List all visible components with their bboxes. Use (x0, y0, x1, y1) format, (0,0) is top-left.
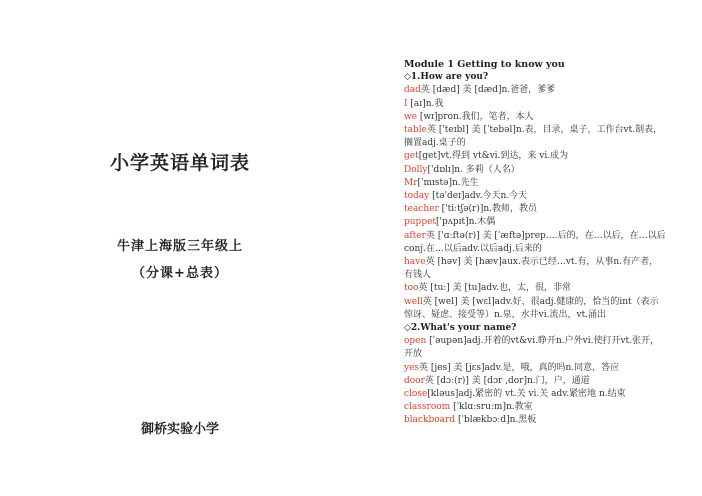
word-entry (404, 177, 666, 190)
entry-definition: 英 [tuː] 美 [tu]adv.也，太，很，非常 (418, 283, 571, 294)
entry-word: we (404, 111, 418, 122)
word-entry (404, 296, 666, 322)
entry-word: open (404, 336, 427, 347)
section-heading: ◇2.What's your name? (404, 323, 517, 334)
entry-definition: [ˈklɑːsruːm]n.教室 (450, 402, 533, 413)
entry-word: dad (404, 85, 421, 96)
school-name: 御桥实验小学 (140, 422, 219, 437)
word-entry (404, 362, 666, 375)
entry-definition: [get]vt.得到 vt&vi.到达，来 vi.成为 (418, 151, 569, 162)
cover-title: 小学英语单词表 (109, 152, 250, 174)
entry-word: blackboard (404, 415, 456, 426)
entry-word: close (404, 389, 428, 400)
entry-definition: 英 [həv] 美 [hæv]aux.表示已经…vt.有，从事n.有产者，有钱人 (404, 257, 659, 281)
entry-definition: ['pʌpɪt]n.木偶 (436, 217, 496, 228)
cover-subtitle-grade: 牛津上海版三年级上 (116, 239, 243, 254)
word-entry (404, 230, 666, 256)
entry-word: table (404, 125, 427, 136)
entry-definition: [kləus]adj.紧密的 vt.关 vi.关 adv.紧密地 n.结束 (427, 389, 626, 400)
word-entry (404, 375, 666, 388)
word-entry (404, 388, 666, 401)
entry-word: Dolly (404, 164, 428, 175)
entry-word: door (404, 375, 425, 386)
entry-definition: 英 [wel] 美 [wɛl]adv.好，很adj.健康的，恰当的int（表示惊讶、疑虑、接受等）n.泉，水井vi.流出，vt.涌出 (404, 296, 659, 320)
entry-word: I (404, 98, 408, 109)
entry-definition: 英 ['teɪbl] 美 [ˈtebəl]n.表，目录，桌子，工作台vt.制表，搁置adj.桌子的 (404, 125, 663, 149)
cover-page (0, 0, 350, 496)
section-heading: ◇1.How are you? (404, 72, 489, 83)
word-entry (404, 124, 666, 150)
entry-definition: [tə'deɪ]adv.今天n.今天 (429, 191, 528, 202)
word-entry (404, 401, 666, 414)
entry-definition: 英 [dɔː(r)] 美 [dɔr ,dor]n.门，户，通道 (424, 375, 590, 386)
vocabulary-page (404, 58, 666, 428)
word-entry (404, 190, 666, 203)
entry-definition: [ˈəupən]adj.开着的vt&vi.睁开n.户外vi.使打开vt.张开，开放 (404, 336, 660, 360)
entry-word: get (404, 151, 419, 162)
entry-word: today (404, 191, 430, 202)
entry-word: teacher (404, 204, 439, 215)
word-entry (404, 414, 666, 427)
entry-word: classroom (404, 402, 451, 413)
word-entry (404, 282, 666, 295)
entry-definition: [ˈmɪstə]n.先生 (417, 177, 479, 188)
entry-definition: 英 ['ɑːftə(r)] 美 [ˈæftə]prep….后的，在…以后，在…以后conj.在…以后adv.以后adj.后来的 (404, 230, 666, 254)
word-entry (404, 335, 666, 361)
word-entry (404, 150, 666, 163)
word-entry (404, 203, 666, 216)
entry-word: have (404, 257, 426, 268)
entry-definition: 英 [jes] 美 [jɛs]adv.是，哦，真的吗n.同意，答应 (419, 362, 620, 373)
word-entry (404, 256, 666, 282)
entry-definition: ['dɒlɪ]n. 多莉（人名） (427, 164, 520, 175)
entry-definition: [wɪ]pron.我们，笔者，本人 (417, 111, 534, 122)
entry-definition: [ˈblækbɔːd]n.黑板 (455, 415, 537, 426)
entry-word: after (404, 230, 426, 241)
entry-definition: [aɪ]n.我 (407, 98, 444, 109)
word-entry (404, 84, 666, 97)
entry-word: well (404, 296, 423, 307)
cover-subtitle-scope: （分课+总表） (132, 266, 228, 281)
word-entry (404, 98, 666, 111)
word-entry (404, 216, 666, 229)
entry-definition: 英 [dæd] 美 [dæd]n.爸爸，爹爹 (420, 85, 556, 96)
entry-word: Mr (404, 177, 418, 188)
entry-word: puppet (404, 217, 437, 228)
entry-word: yes (404, 362, 420, 373)
entry-definition: ['tiːtʃə(r)]n.教师，教员 (438, 204, 538, 215)
entry-word: too (404, 283, 419, 294)
module-heading: Module 1 Getting to know you (404, 59, 565, 70)
word-entry (404, 111, 666, 124)
word-entry (404, 164, 666, 177)
